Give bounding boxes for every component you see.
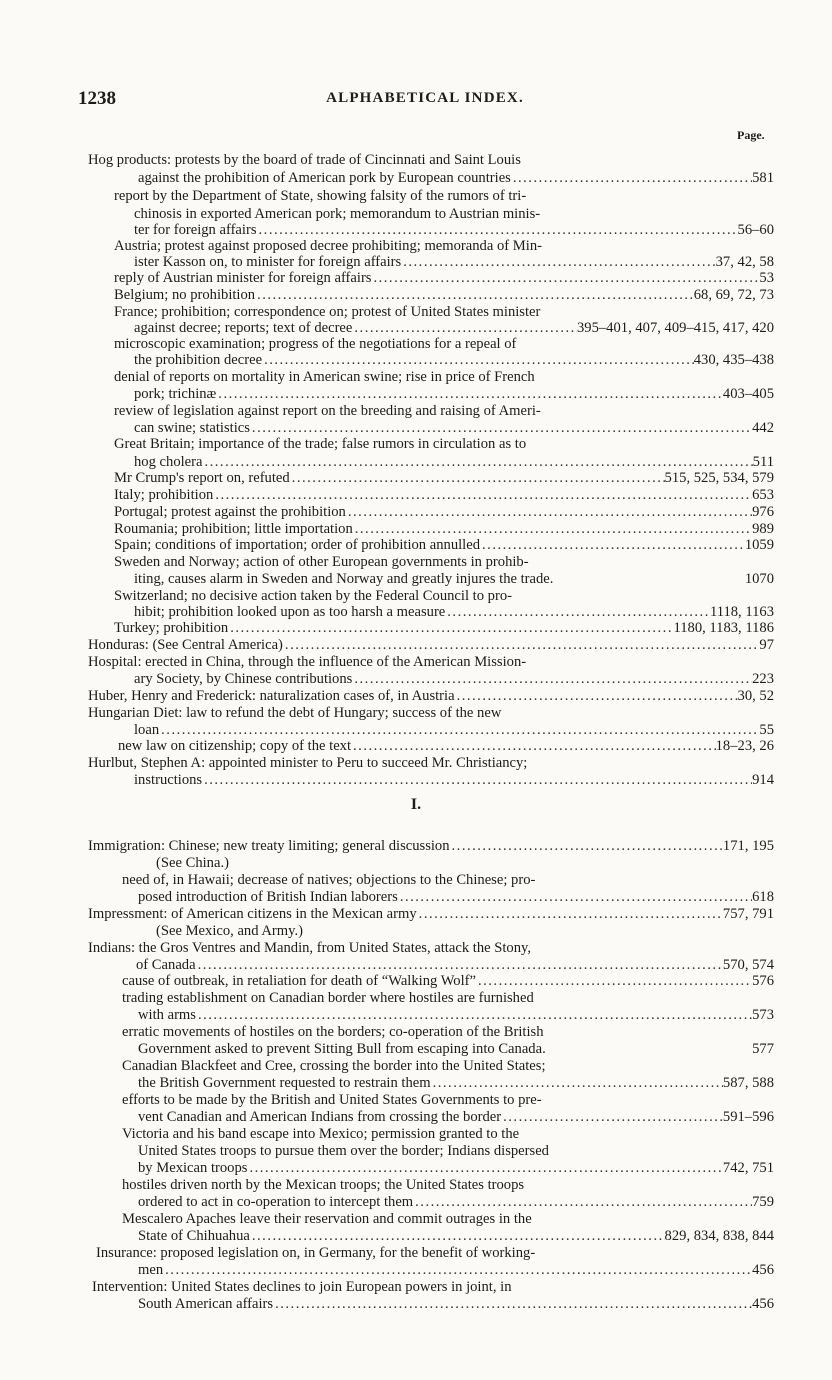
index-entry-text: cause of outbreak, in retaliation for death of “Walking Wolf” <box>122 973 476 989</box>
index-entry-line: Victoria and his band escape into Mexico; permission granted to the <box>122 1126 520 1142</box>
index-entry-text: ordered to act in co-operation to intercept them <box>138 1194 414 1210</box>
dot-leader <box>431 1075 723 1092</box>
page-reference: 577 <box>752 1041 774 1057</box>
page-reference: 989 <box>752 521 774 537</box>
dot-leader <box>480 537 745 554</box>
dot-leader <box>247 1160 722 1177</box>
index-entry-line <box>138 1041 774 1058</box>
index-entry-line <box>138 170 774 187</box>
index-entry-text: Turkey; prohibition <box>114 620 229 636</box>
index-entry-line <box>134 420 774 437</box>
page-column-label: Page. <box>737 128 765 142</box>
page-reference: 430, 435–438 <box>693 352 774 368</box>
page-reference: 587, 588 <box>722 1075 774 1091</box>
index-entry-text: State of Chihuahua <box>138 1228 250 1244</box>
dot-leader <box>352 671 752 688</box>
index-entry-line <box>138 1228 774 1245</box>
index-entry-text: South American affairs <box>138 1296 274 1312</box>
page-reference: 442 <box>752 420 774 436</box>
index-entry-line <box>114 287 774 304</box>
dot-leader <box>257 222 738 239</box>
index-entry-line: Insurance: proposed legislation on, in Germany, for the benefit of working- <box>96 1245 536 1261</box>
index-entry-line: chinosis in exported American pork; memorandum to Austrian minis- <box>134 206 541 222</box>
index-entry-line <box>114 504 774 521</box>
index-entry-line: Mescalero Apaches leave their reservation and commit outrages in the <box>122 1211 532 1227</box>
index-entry-line: Canadian Blackfeet and Cree, crossing the border into the United States; <box>122 1058 546 1074</box>
index-entry-text: Roumania; prohibition; little importation <box>114 521 353 537</box>
index-entry-text: new law on citizenship; copy of the text <box>118 738 352 754</box>
dot-leader <box>159 722 759 739</box>
dot-leader <box>196 957 723 974</box>
page-reference: 829, 834, 838, 844 <box>664 1228 774 1244</box>
index-entry-line: review of legislation against report on the breeding and raising of Ameri- <box>114 403 541 419</box>
index-entry-line <box>134 671 774 688</box>
page-header <box>78 88 772 110</box>
index-entry-text: iting, causes alarm in Sweden and Norway and greatly injures the trade. <box>134 571 554 587</box>
index-entry-line <box>88 637 774 654</box>
index-entry-line <box>114 270 774 287</box>
dot-leader <box>455 688 738 705</box>
index-entry-text: Huber, Henry and Frederick: naturalization cases of, in Austria <box>88 688 455 704</box>
index-entry-text: ter for foreign affairs <box>134 222 257 238</box>
index-entry-line <box>134 454 774 471</box>
index-entry-line: efforts to be made by the British and United States Governments to pre- <box>122 1092 542 1108</box>
index-entry-line <box>88 906 774 923</box>
index-entry-line: Hog products: protests by the board of trade of Cincinnati and Saint Louis <box>88 152 521 168</box>
page-reference: 53 <box>759 270 774 286</box>
index-entry-text: can swine; statistics <box>134 420 250 436</box>
dot-leader <box>163 1262 752 1279</box>
page-reference: 97 <box>759 637 774 653</box>
index-entry-line <box>138 1262 774 1279</box>
index-entry-line <box>138 1109 774 1126</box>
dot-leader <box>213 487 752 504</box>
page-reference: 37, 42, 58 <box>715 254 774 270</box>
dot-leader <box>273 1296 752 1313</box>
page-reference: 618 <box>752 889 774 905</box>
index-entry-line <box>138 1007 774 1024</box>
dot-leader <box>371 270 759 287</box>
index-entry-line <box>138 1075 774 1092</box>
dot-leader <box>250 420 752 437</box>
index-entry-line <box>134 254 774 271</box>
index-entry-text: pork; trichinæ <box>134 386 217 402</box>
page-reference: 456 <box>752 1262 774 1278</box>
index-entry-text: of Canada <box>136 957 196 973</box>
dot-leader <box>501 1109 723 1126</box>
page-reference: 515, 525, 534, 579 <box>664 470 774 486</box>
dot-leader <box>417 906 723 923</box>
dot-leader <box>398 889 752 906</box>
page-reference: 976 <box>752 504 774 520</box>
page-reference: 742, 751 <box>722 1160 774 1176</box>
index-entry-text: posed introduction of British Indian laborers <box>138 889 398 905</box>
dot-leader <box>445 604 710 621</box>
index-entry-line: need of, in Hawaii; decrease of natives; objections to the Chinese; pro- <box>122 872 536 888</box>
index-entry-line <box>138 1160 774 1177</box>
index-entry-line: Great Britain; importance of the trade; false rumors in circulation as to <box>114 436 527 452</box>
index-entry-line: Sweden and Norway; action of other European governments in prohib- <box>114 554 529 570</box>
index-entry-text: vent Canadian and American Indians from crossing the border <box>138 1109 502 1125</box>
dot-leader <box>413 1194 752 1211</box>
index-entry-line <box>138 1296 774 1313</box>
index-entry-line <box>114 487 774 504</box>
page-reference: 395–401, 407, 409–415, 417, 420 <box>576 320 774 336</box>
page-reference: 403–405 <box>722 386 774 402</box>
page-reference: 591–596 <box>722 1109 774 1125</box>
index-entry-text: the prohibition decree <box>134 352 263 368</box>
index-entry-line <box>134 722 774 739</box>
page-reference: 914 <box>752 772 774 788</box>
section-letter-heading: I. <box>410 796 422 813</box>
page-reference: 759 <box>752 1194 774 1210</box>
index-entry-text: hog cholera <box>134 454 203 470</box>
index-entry-text: reply of Austrian minister for foreign affairs <box>114 270 372 286</box>
page-reference: 18–23, 26 <box>715 738 774 754</box>
index-entry-line: hostiles driven north by the Mexican troops; the United States troops <box>122 1177 525 1193</box>
index-entry-line: trading establishment on Canadian border where hostiles are furnished <box>122 990 534 1006</box>
index-entry-text: ary Society, by Chinese contributions <box>134 671 353 687</box>
index-entry-line: Intervention: United States declines to join European powers in joint, in <box>92 1279 512 1295</box>
page-reference: 511 <box>752 454 774 470</box>
dot-leader <box>346 504 752 521</box>
index-entry-text: Immigration: Chinese; new treaty limiting; general discussion <box>88 838 450 854</box>
dot-leader <box>353 521 752 538</box>
index-entry-text: Government asked to prevent Sitting Bull from escaping into Canada. <box>138 1041 546 1057</box>
index-entry-line: denial of reports on mortality in American swine; rise in price of French <box>114 369 535 385</box>
index-entry-line: microscopic examination; progress of the negotiations for a repeal of <box>114 336 517 352</box>
index-entry-line <box>138 1194 774 1211</box>
page-reference: 30, 52 <box>737 688 774 704</box>
index-entry-line <box>88 838 774 855</box>
index-entry-line <box>138 889 774 906</box>
dot-leader <box>202 772 752 789</box>
page-reference: 653 <box>752 487 774 503</box>
page-reference: 1059 <box>744 537 774 553</box>
dot-leader <box>255 287 694 304</box>
page-reference: 223 <box>752 671 774 687</box>
page-reference: 757, 791 <box>722 906 774 922</box>
page-reference: 55 <box>759 722 774 738</box>
index-entry-text: hibit; prohibition looked upon as too harsh a measure <box>134 604 446 620</box>
page-reference: 171, 195 <box>722 838 774 854</box>
index-entry-text: instructions <box>134 772 203 788</box>
index-entry-text: Belgium; no prohibition <box>114 287 256 303</box>
index-entry-line: Hungarian Diet: law to refund the debt of Hungary; success of the new <box>88 705 502 721</box>
index-entry-text: Spain; conditions of importation; order of prohibition annulled <box>114 537 481 553</box>
dot-leader <box>216 386 723 403</box>
page-reference: 1070 <box>744 571 774 587</box>
index-entry-line: Austria; protest against proposed decree prohibiting; memoranda of Min- <box>114 238 542 254</box>
index-entry-text: against the prohibition of American pork by European countries <box>138 170 511 186</box>
dot-leader <box>511 170 752 187</box>
index-entry-text: loan <box>134 722 160 738</box>
index-entry-line: France; prohibition; correspondence on; protest of United States minister <box>114 304 541 320</box>
dot-leader <box>450 838 723 855</box>
dot-leader <box>250 1228 665 1245</box>
dot-leader <box>196 1007 752 1024</box>
page-reference: 573 <box>752 1007 774 1023</box>
index-entry-line <box>134 772 774 789</box>
index-entry-line: report by the Department of State, showing falsity of the rumors of tri- <box>114 188 527 204</box>
page-reference: 576 <box>752 973 774 989</box>
index-entry-line: Hospital: erected in China, through the influence of the American Mission- <box>88 654 527 670</box>
index-entry-line <box>136 957 774 974</box>
index-entry-text: against decree; reports; text of decree <box>134 320 353 336</box>
page-reference: 581 <box>752 170 774 186</box>
dot-leader <box>228 620 673 637</box>
index-entry-line <box>88 688 774 705</box>
index-entry-text: with arms <box>138 1007 196 1023</box>
index-entry-line <box>122 973 774 990</box>
index-entry-line: Indians: the Gros Ventres and Mandin, from United States, attack the Stony, <box>88 940 531 956</box>
index-entry-text: Honduras: (See Central America) <box>88 637 283 653</box>
page-number: 1238 <box>78 88 116 109</box>
index-entry-line <box>114 521 774 538</box>
index-entry-text: Mr Crump's report on, refuted <box>114 470 290 486</box>
index-entry-line <box>114 537 774 554</box>
index-entry-line: Hurlbut, Stephen A: appointed minister to Peru to succeed Mr. Christiancy; <box>88 755 528 771</box>
dot-leader <box>401 254 715 271</box>
page-reference: 1118, 1163 <box>709 604 774 620</box>
index-entry-line <box>134 386 774 403</box>
index-entry-line <box>134 571 774 588</box>
index-entry-line: (See Mexico, and Army.) <box>156 923 303 939</box>
dot-leader <box>290 470 665 487</box>
index-entry-line <box>134 320 774 337</box>
index-entry-text: Impressment: of American citizens in the Mexican army <box>88 906 417 922</box>
index-entry-line: erratic movements of hostiles on the borders; co-operation of the British <box>122 1024 544 1040</box>
index-entry-line <box>134 604 774 621</box>
index-entry-line <box>114 620 774 637</box>
index-entry-text: Portugal; protest against the prohibition <box>114 504 346 520</box>
page-reference: 456 <box>752 1296 774 1312</box>
dot-leader <box>202 454 752 471</box>
dot-leader <box>351 738 716 755</box>
dot-leader <box>283 637 759 654</box>
index-entry-line: (See China.) <box>156 855 229 871</box>
dot-leader <box>476 973 752 990</box>
page-reference: 1180, 1183, 1186 <box>673 620 774 636</box>
index-entry-text: men <box>138 1262 164 1278</box>
index-entry-line <box>118 738 774 755</box>
index-entry-line <box>114 470 774 487</box>
index-entry-text: Italy; prohibition <box>114 487 214 503</box>
index-entry-line <box>134 222 774 239</box>
index-entry-text: ister Kasson on, to minister for foreign affairs <box>134 254 402 270</box>
page-reference: 56–60 <box>737 222 774 238</box>
page-reference: 68, 69, 72, 73 <box>693 287 774 303</box>
dot-leader <box>262 352 694 369</box>
index-entry-text: the British Government requested to restrain them <box>138 1075 431 1091</box>
page-reference: 570, 574 <box>722 957 774 973</box>
page-title: ALPHABETICAL INDEX. <box>326 90 524 106</box>
index-entry-text: by Mexican troops <box>138 1160 248 1176</box>
index-entry-line: United States troops to pursue them over the border; Indians dispersed <box>138 1143 549 1159</box>
dot-leader <box>352 320 577 337</box>
index-entry-line: Switzerland; no decisive action taken by the Federal Council to pro- <box>114 588 512 604</box>
index-entry-line <box>134 352 774 369</box>
